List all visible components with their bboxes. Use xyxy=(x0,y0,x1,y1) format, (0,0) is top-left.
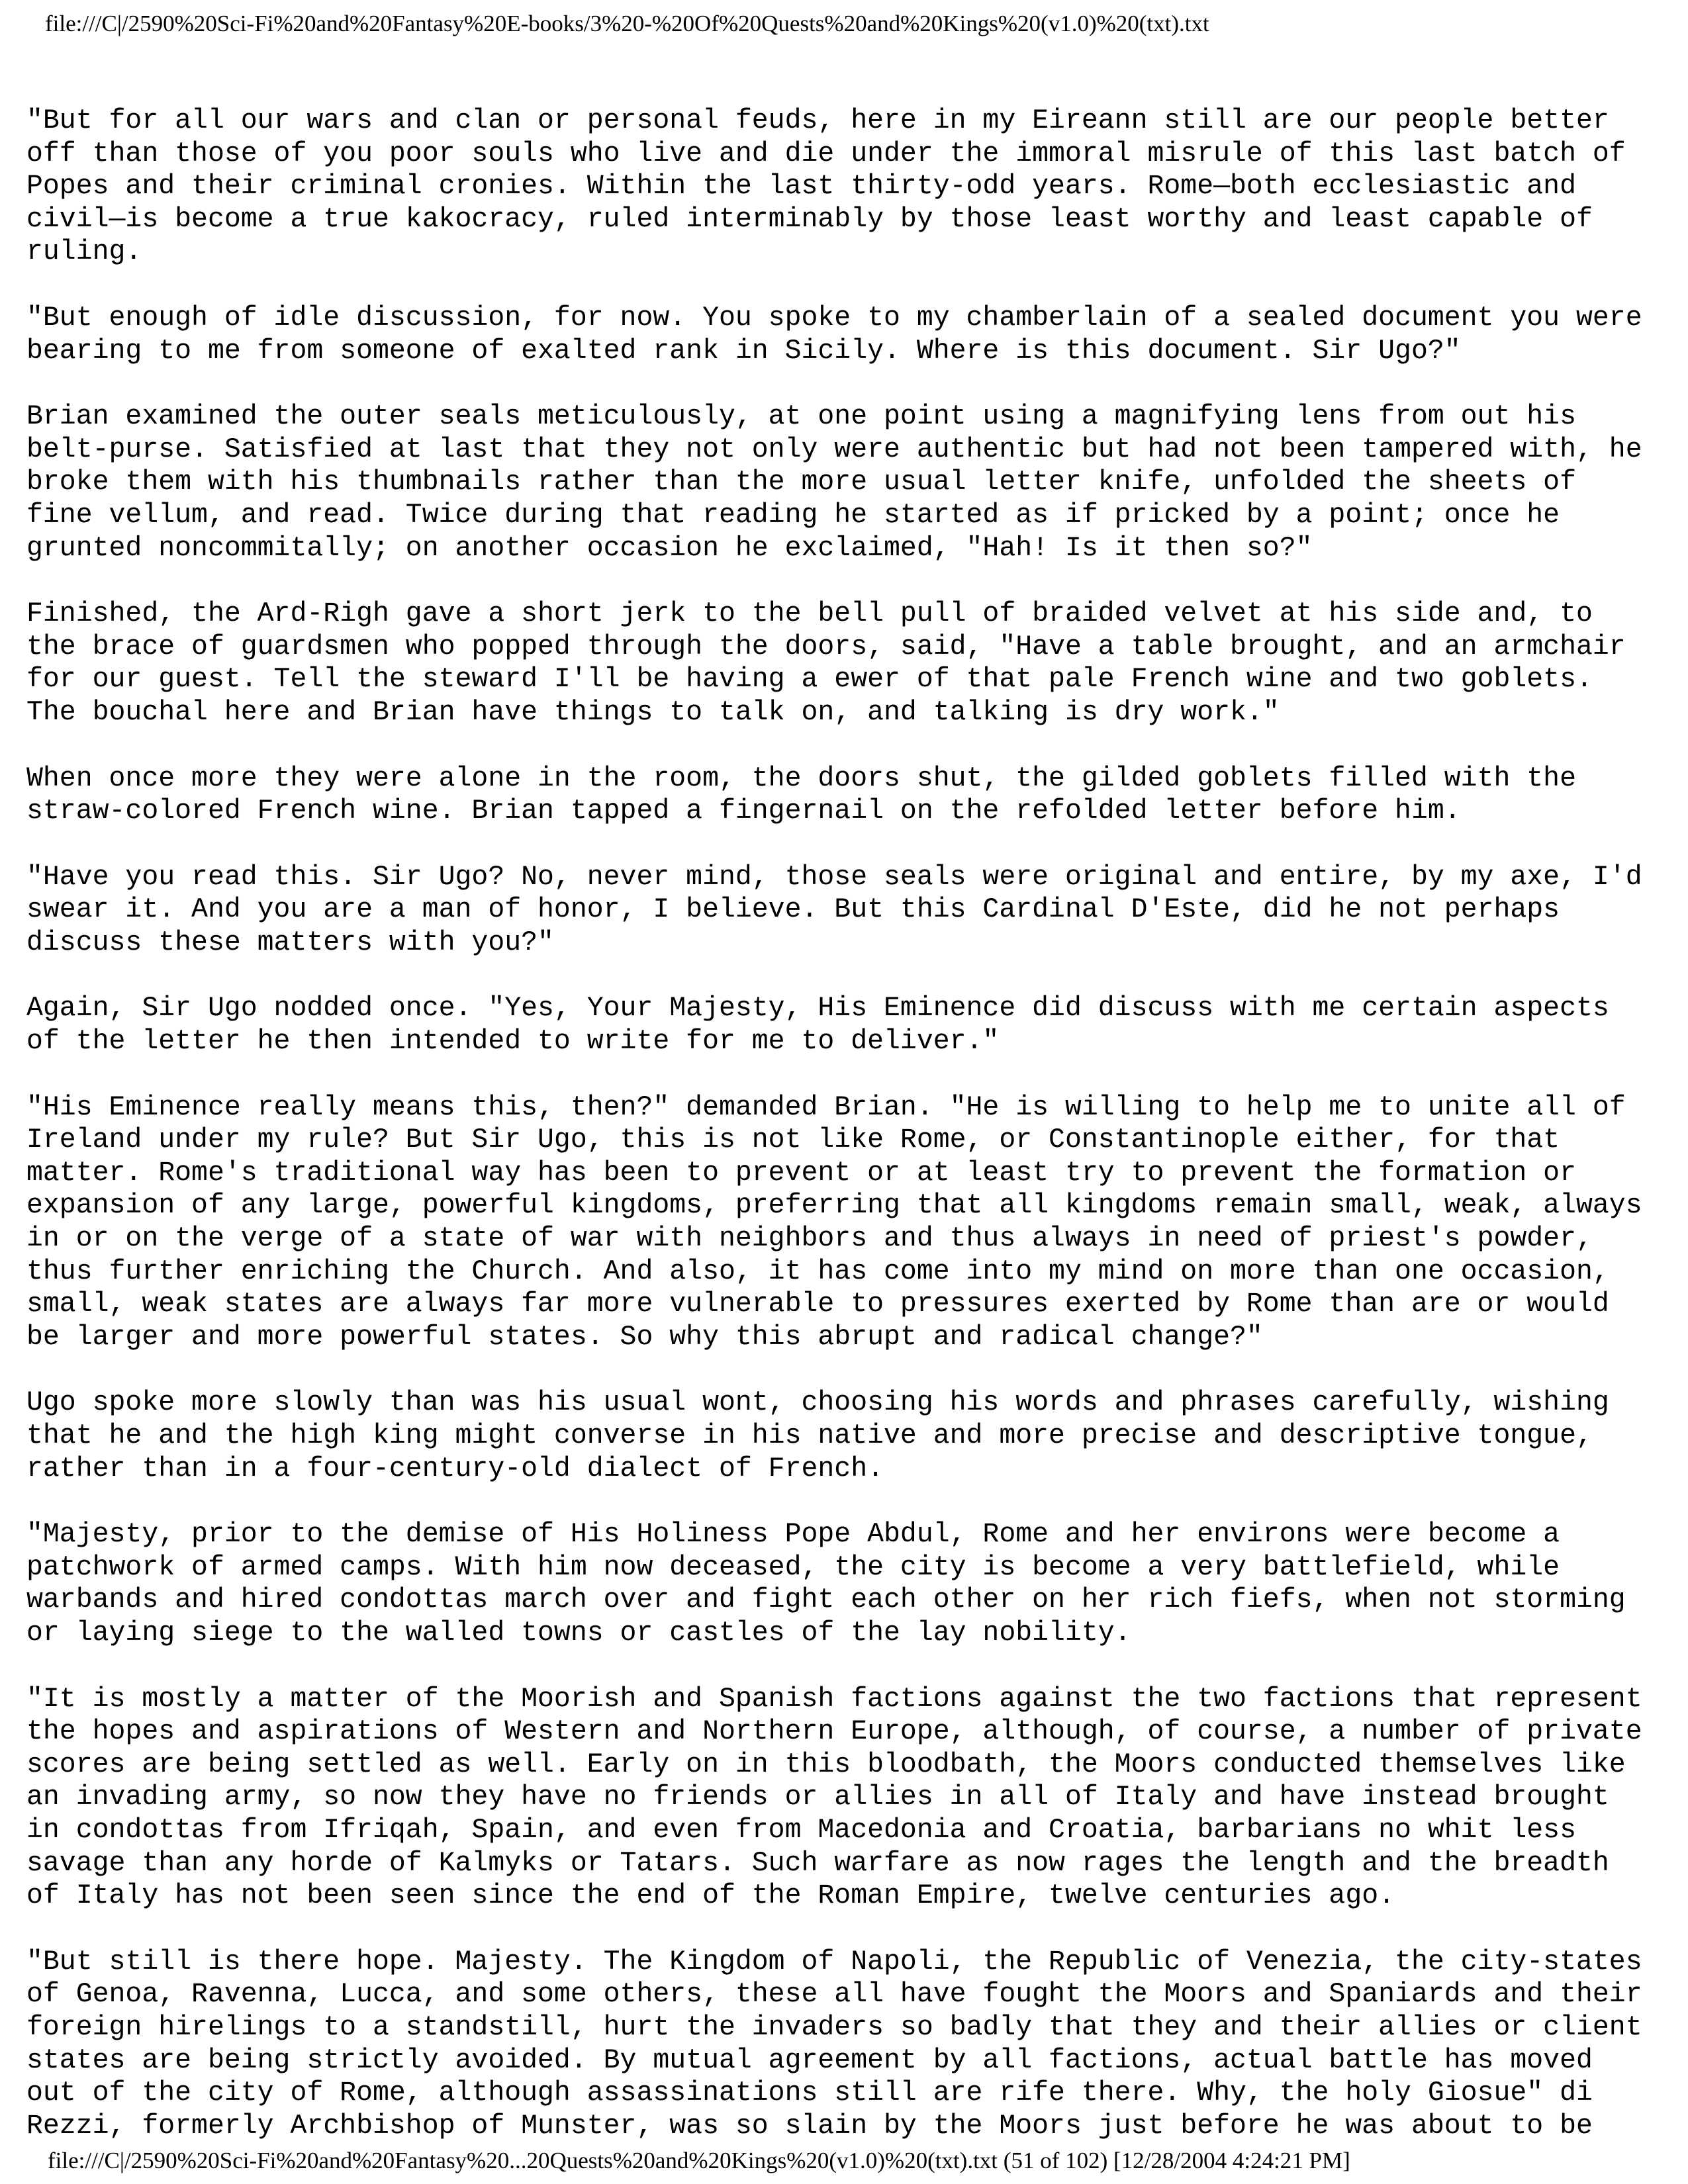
page-url-header: file:///C|/2590%20Sci-Fi%20and%20Fantasy%20E-books/3%20-%20Of%20Quests%20and%20Kings%20(v1.0)%20(txt).txt xyxy=(45,11,1209,36)
paragraph: Ugo spoke more slowly than was his usual wont, choosing his words and phrases carefully, wishing that he and the high king might converse in his native and more precise and descriptive tongue, rather than in a four-century-old dialect of French. xyxy=(26,1387,1609,1484)
paragraph: "But still is there hope. Majesty. The Kingdom of Napoli, the Republic of Venezia, the city-states of Genoa, Ravenna, Lucca, and some others, these all have fought the Moors and Spaniards and their foreign hirelings to a standstill, hurt the invaders so badly that they and their allies or client states are being strictly avoided. By mutual agreement by all factions, actual battle has moved out of the city of Rome, although assassinations still are rife there. Why, the holy Giosue" di Rezzi, formerly Archbishop of Munster, was so slain by the Moors just before he was about to be xyxy=(26,1946,1642,2142)
paragraph: "But for all our wars and clan or personal feuds, here in my Eireann still are our people better off than those of you poor souls who live and die under the immoral misrule of this last batch of Popes and their criminal cronies. Within the last thirty-odd years. Rome—both ecclesiastic and civil—is become a true kakocracy, ruled interminably by those least worthy and least capable of ruling. xyxy=(26,105,1626,268)
paragraph: Again, Sir Ugo nodded once. "Yes, Your Majesty, His Eminence did discuss with me certain aspects of the letter he then intended to write for me to deliver." xyxy=(26,993,1609,1058)
document-body xyxy=(26,105,1668,2175)
paragraph: "But enough of idle discussion, for now. You spoke to my chamberlain of a sealed document you were bearing to me from someone of exalted rank in Sicily. Where is this document. Sir Ugo?" xyxy=(26,302,1642,367)
paragraph: Finished, the Ard-Righ gave a short jerk to the bell pull of braided velvet at his side and, to the brace of guardsmen who popped through the doors, said, "Have a table brought, and an armchair for our guest. Tell the steward I'll be having a ewer of that pale French wine and two goblets. The bouchal here and Brian have things to talk on, and talking is dry work." xyxy=(26,598,1626,728)
paragraph: When once more they were alone in the room, the doors shut, the gilded goblets filled with the straw-colored French wine. Brian tapped a fingernail on the refolded letter before him. xyxy=(26,762,1576,827)
paragraph: "It is mostly a matter of the Moorish and Spanish factions against the two factions that represent the hopes and aspirations of Western and Northern Europe, although, of course, a number of private scores are being settled as well. Early on in this bloodbath, the Moors conducted themselves like an invading army, so now they have no friends or allies in all of Italy and have instead brought in condottas from Ifriqah, Spain, and even from Macedonia and Croatia, barbarians no whit less savage than any horde of Kalmyks or Tatars. Such warfare as now rages the length and the breadth of Italy has not been seen since the end of the Roman Empire, twelve centuries ago. xyxy=(26,1683,1642,1912)
paragraph: "His Eminence really means this, then?" demanded Brian. "He is willing to help me to unite all of Ireland under my rule? But Sir Ugo, this is not like Rome, or Constantinople either, for that matter. Rome's traditional way has been to prevent or at least try to prevent the formation or expansion of any large, powerful kingdoms, preferring that all kingdoms remain small, weak, always in or on the verge of a state of war with neighbors and thus always in need of priest's powder, thus further enriching the Church. And also, it has come into my mind on more than one occasion, small, weak states are always far more vulnerable to pressures exerted by Rome than are or would be larger and more powerful states. So why this abrupt and radical change?" xyxy=(26,1091,1642,1353)
paragraph: "Majesty, prior to the demise of His Holiness Pope Abdul, Rome and her environs were become a patchwork of armed camps. With him now deceased, the city is become a very battlefield, while warbands and hired condottas march over and fight each other on her rich fiefs, when not storming or laying siege to the walled towns or castles of the lay nobility. xyxy=(26,1519,1626,1649)
paragraph: Brian examined the outer seals meticulously, at one point using a magnifying lens from out his belt-purse. Satisfied at last that they not only were authentic but had not been tampered with, he broke them with his thumbnails rather than the more usual letter knife, unfolded the sheets of fine vellum, and read. Twice during that reading he started as if pricked by a point; once he grunted noncommitally; on another occasion he exclaimed, "Hah! Is it then so?" xyxy=(26,401,1642,564)
page-url-footer: file:///C|/2590%20Sci-Fi%20and%20Fantasy%20...20Quests%20and%20Kings%20(v1.0)%20(txt).txt (51 of 102) [12/28/2004 4:24:21 PM] xyxy=(48,2148,1350,2173)
paragraph: "Have you read this. Sir Ugo? No, never mind, those seals were original and entire, by my axe, I'd swear it. And you are a man of honor, I believe. But this Cardinal D'Este, did he not perhaps discuss these matters with you?" xyxy=(26,861,1642,958)
